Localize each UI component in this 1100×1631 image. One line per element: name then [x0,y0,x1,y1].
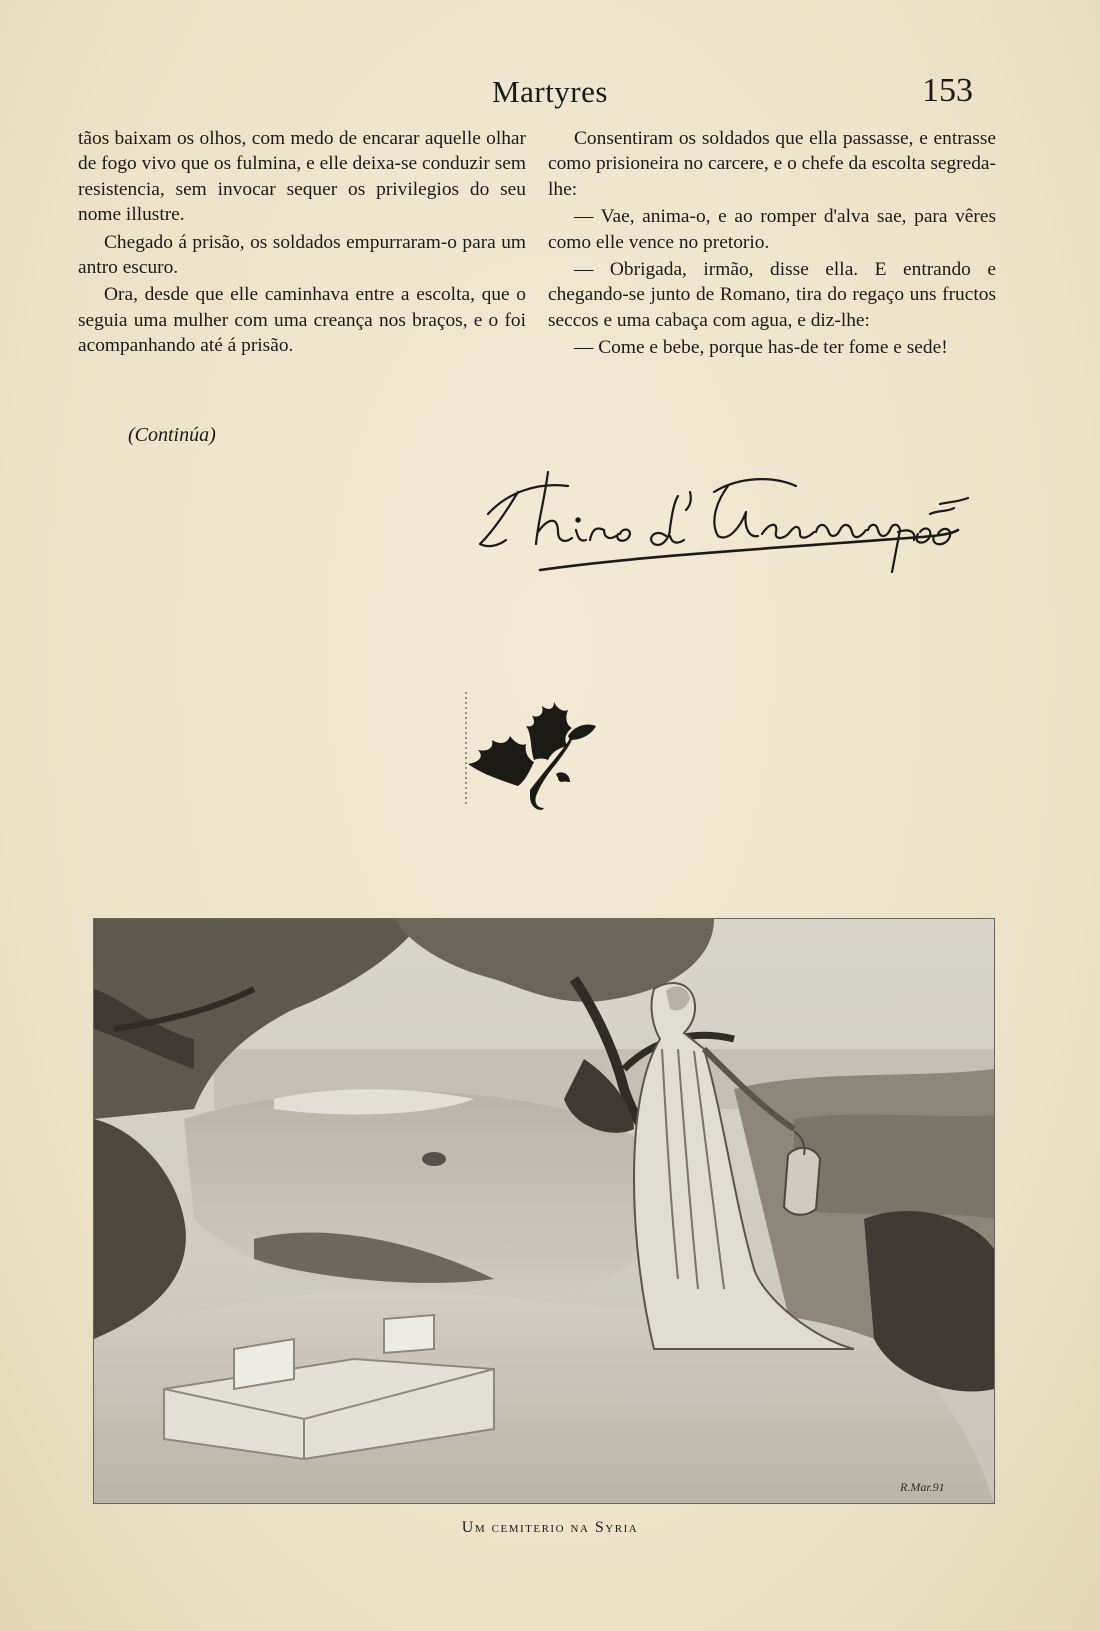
artist-mark: R.Mar.91 [900,1480,945,1494]
right-paragraph-3: — Obrigada, irmão, disse ella. E entrando e chegando-se junto de Romano, tira do regaço uns fructos seccos e uma cabaça com agua, e diz-lhe: [548,259,996,331]
page-number: 153 [922,72,973,109]
right-paragraph-1: Consentiram os soldados que ella passasse, e entrasse como prisioneira no carcere, e o chefe da escolta segreda-lhe: [548,128,996,200]
left-paragraph-1: tãos baixam os olhos, com medo de encarar aquelle olhar de fogo vivo que os fulmina, e elle deixa-se conduzir sem resistencia, sem invocar sequer os privilegios do seu nome illustre. [78,128,526,226]
oak-leaf-ornament-icon [460,690,610,810]
illustration-caption: Um cemiterio na Syria [461,1519,639,1536]
cemetery-illustration [93,918,995,1504]
left-paragraph-3: Ora, desde que elle caminhava entre a escolta, que o seguia uma mulher com uma creança nos braços, e o foi acompanhando até á prisão. [78,284,526,357]
right-column [548,126,996,363]
author-signature [478,452,998,602]
right-paragraph-2: — Vae, anima-o, e ao romper d'alva sae, para vêres como elle vence no pretorio. [548,206,996,253]
left-column [78,126,526,361]
continued-note: (Continúa) [128,424,216,446]
running-title: Martyres [492,74,608,109]
left-paragraph-2: Chegado á prisão, os soldados empurraram-o para um antro escuro. [78,231,526,279]
right-paragraph-4: — Come e bebe, porque has-de ter fome e sede! [574,337,948,359]
